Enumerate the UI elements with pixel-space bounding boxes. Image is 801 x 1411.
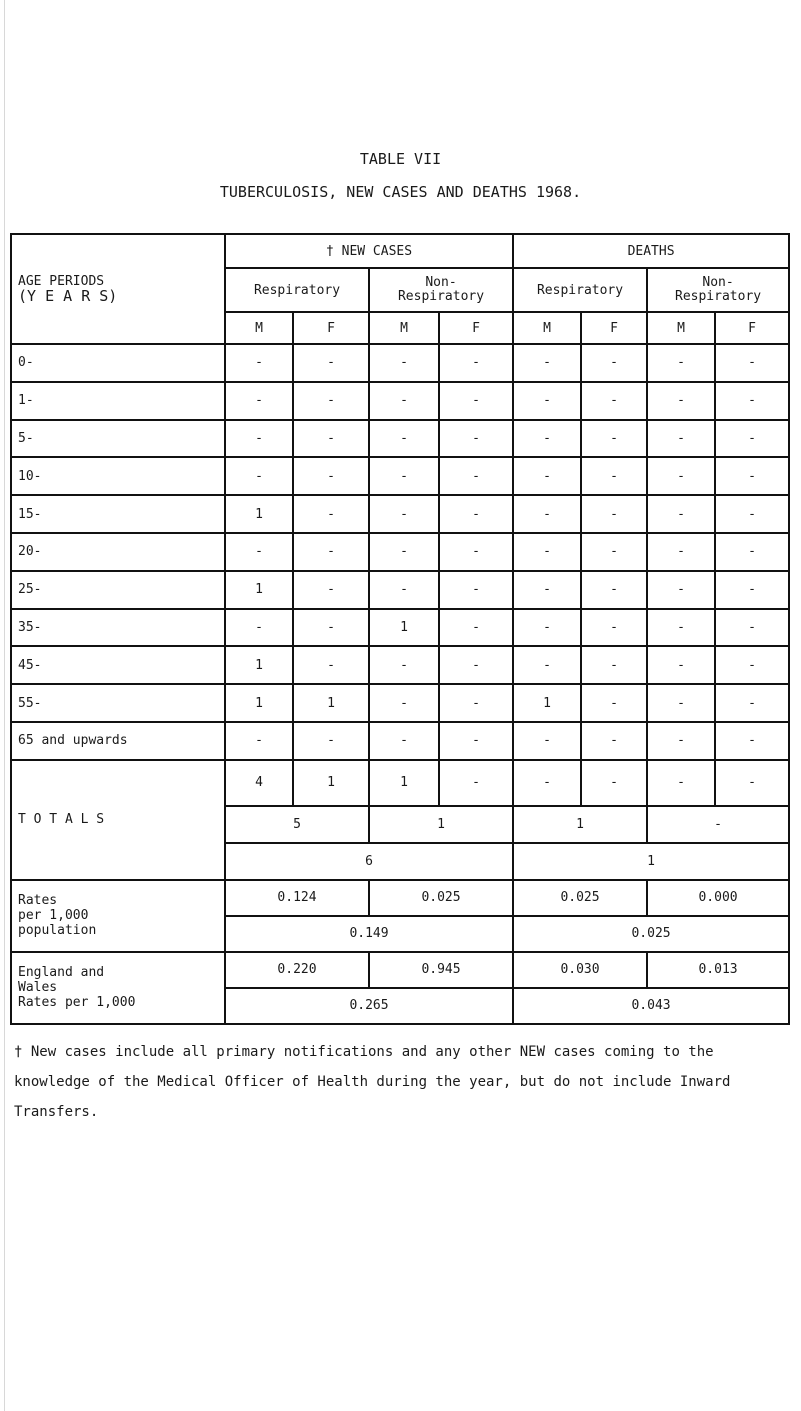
- table-cell: -: [225, 457, 293, 495]
- page-edge-rule: [4, 0, 5, 1411]
- table-cell: -: [513, 344, 581, 382]
- deaths-header: DEATHS: [513, 234, 789, 268]
- age-period-label: 55-: [11, 684, 225, 722]
- table-cell: -: [439, 495, 513, 533]
- table-row: [11, 722, 789, 760]
- table-cell: -: [225, 722, 293, 760]
- table-cell: -: [439, 609, 513, 647]
- age-period-label: 10-: [11, 457, 225, 495]
- table-cell: -: [369, 457, 439, 495]
- table-cell: -: [581, 533, 647, 571]
- table-cell: -: [581, 457, 647, 495]
- table-cell: -: [513, 533, 581, 571]
- rates-overall-cell: 0.025: [513, 916, 789, 952]
- rates-type-cell: 0.000: [647, 880, 789, 916]
- england-wales-label: England and Wales Rates per 1,000: [11, 952, 225, 1024]
- table-cell: -: [293, 382, 369, 420]
- table-cell: -: [715, 646, 789, 684]
- table-cell: -: [439, 533, 513, 571]
- rates-type-cell: 0.124: [225, 880, 369, 916]
- england-wales-type-cell: 0.013: [647, 952, 789, 988]
- table-row: [11, 344, 789, 382]
- table-cell: -: [715, 457, 789, 495]
- table-cell: 1: [225, 495, 293, 533]
- totals-sex-cell: -: [647, 760, 715, 806]
- table-cell: -: [513, 382, 581, 420]
- table-cell: -: [647, 457, 715, 495]
- table-cell: -: [513, 609, 581, 647]
- age-period-label: 45-: [11, 646, 225, 684]
- new-cases-respiratory-header: Respiratory: [225, 268, 369, 312]
- sex-header-1: F: [293, 312, 369, 344]
- new-cases-header: † NEW CASES: [225, 234, 513, 268]
- table-cell: -: [293, 646, 369, 684]
- sex-header-4: M: [513, 312, 581, 344]
- age-period-label: 1-: [11, 382, 225, 420]
- table-number: TABLE VII: [359, 150, 442, 168]
- table-cell: -: [369, 382, 439, 420]
- age-period-label: 5-: [11, 420, 225, 458]
- table-cell: -: [581, 609, 647, 647]
- table-cell: -: [581, 382, 647, 420]
- table-cell: -: [647, 609, 715, 647]
- england-wales-type-cell: 0.945: [369, 952, 513, 988]
- table-cell: -: [647, 684, 715, 722]
- table-cell: -: [513, 646, 581, 684]
- table-cell: -: [581, 571, 647, 609]
- table-cell: -: [715, 382, 789, 420]
- deaths-respiratory-header: Respiratory: [513, 268, 647, 312]
- table-cell: -: [439, 344, 513, 382]
- table-cell: -: [715, 344, 789, 382]
- table-cell: -: [439, 420, 513, 458]
- table-cell: -: [513, 571, 581, 609]
- table-cell: -: [225, 344, 293, 382]
- england-wales-type-cell: 0.220: [225, 952, 369, 988]
- footnote-text: † New cases include all primary notifications and any other NEW cases coming to the knowledge of the Medical Officer of Health during the year, but do not include Inward Transfers.: [14, 1044, 731, 1120]
- table-cell: -: [369, 344, 439, 382]
- table-row: [11, 495, 789, 533]
- table-row: [11, 533, 789, 571]
- totals-sex-cell: -: [513, 760, 581, 806]
- rates-type-cell: 0.025: [513, 880, 647, 916]
- table-cell: -: [369, 722, 439, 760]
- age-period-label: 0-: [11, 344, 225, 382]
- table-cell: -: [715, 533, 789, 571]
- table-cell: 1: [225, 684, 293, 722]
- table-cell: -: [647, 533, 715, 571]
- table-cell: -: [715, 420, 789, 458]
- table-cell: -: [293, 533, 369, 571]
- table-cell: -: [225, 609, 293, 647]
- table-cell: -: [369, 571, 439, 609]
- table-cell: -: [581, 495, 647, 533]
- table-cell: -: [369, 533, 439, 571]
- totals-sex-cell: 4: [225, 760, 293, 806]
- totals-sex-cell: -: [715, 760, 789, 806]
- table-cell: -: [293, 420, 369, 458]
- deaths-non-respiratory-header: Non- Respiratory: [647, 268, 789, 312]
- table-cell: -: [581, 684, 647, 722]
- sex-header-0: M: [225, 312, 293, 344]
- table-cell: -: [369, 646, 439, 684]
- table-cell: -: [715, 571, 789, 609]
- table-cell: -: [293, 571, 369, 609]
- table-cell: 1: [369, 609, 439, 647]
- table-cell: -: [293, 609, 369, 647]
- table-cell: -: [293, 495, 369, 533]
- table-cell: -: [439, 571, 513, 609]
- table-cell: -: [369, 420, 439, 458]
- table-cell: -: [647, 722, 715, 760]
- table-cell: -: [647, 571, 715, 609]
- totals-overall-cell: 6: [225, 843, 513, 880]
- table-cell: -: [293, 457, 369, 495]
- table-cell: -: [715, 609, 789, 647]
- sex-header-7: F: [715, 312, 789, 344]
- sex-header-5: F: [581, 312, 647, 344]
- totals-type-cell: 5: [225, 806, 369, 843]
- age-period-label: 20-: [11, 533, 225, 571]
- table-cell: -: [293, 344, 369, 382]
- totals-type-cell: 1: [369, 806, 513, 843]
- table-cell: -: [513, 495, 581, 533]
- table-cell: -: [715, 722, 789, 760]
- totals-sex-cell: 1: [369, 760, 439, 806]
- table-row: [11, 609, 789, 647]
- totals-label: T O T A L S: [11, 760, 225, 880]
- rates-type-cell: 0.025: [369, 880, 513, 916]
- table-cell: -: [513, 722, 581, 760]
- table-row: [11, 420, 789, 458]
- table-cell: -: [225, 533, 293, 571]
- table-cell: -: [439, 382, 513, 420]
- age-periods-label: AGE PERIODS: [18, 273, 105, 289]
- table-cell: -: [581, 344, 647, 382]
- table-title: TUBERCULOSIS, NEW CASES AND DEATHS 1968.: [219, 183, 582, 201]
- table-row: [11, 684, 789, 722]
- table-cell: -: [225, 382, 293, 420]
- table-cell: -: [439, 457, 513, 495]
- table-cell: -: [513, 420, 581, 458]
- table-cell: -: [513, 457, 581, 495]
- table-cell: -: [715, 495, 789, 533]
- table-row: [11, 457, 789, 495]
- sex-header-6: M: [647, 312, 715, 344]
- table-cell: 1: [225, 571, 293, 609]
- table-cell: -: [647, 495, 715, 533]
- table-cell: -: [647, 646, 715, 684]
- table-cell: -: [581, 722, 647, 760]
- table-cell: -: [647, 382, 715, 420]
- table-cell: 1: [293, 684, 369, 722]
- england-wales-overall-cell: 0.043: [513, 988, 789, 1024]
- england-wales-overall-cell: 0.265: [225, 988, 513, 1024]
- table-cell: -: [581, 646, 647, 684]
- age-period-label: 25-: [11, 571, 225, 609]
- table-row: [11, 382, 789, 420]
- totals-overall-cell: 1: [513, 843, 789, 880]
- table-cell: -: [581, 420, 647, 458]
- age-period-label: 15-: [11, 495, 225, 533]
- sex-header-2: M: [369, 312, 439, 344]
- totals-sex-cell: 1: [293, 760, 369, 806]
- rates-overall-cell: 0.149: [225, 916, 513, 952]
- tuberculosis-table: [10, 233, 790, 1025]
- totals-sex-cell: -: [439, 760, 513, 806]
- table-cell: 1: [225, 646, 293, 684]
- table-cell: -: [225, 420, 293, 458]
- table-cell: -: [647, 344, 715, 382]
- totals-type-cell: -: [647, 806, 789, 843]
- table-cell: -: [369, 495, 439, 533]
- age-period-label: 35-: [11, 609, 225, 647]
- table-cell: -: [715, 684, 789, 722]
- totals-sex-cell: -: [581, 760, 647, 806]
- table-cell: -: [369, 684, 439, 722]
- age-period-label: 65 and upwards: [11, 722, 225, 760]
- table-cell: 1: [513, 684, 581, 722]
- table-row: [11, 646, 789, 684]
- table-cell: -: [439, 722, 513, 760]
- age-periods-header: [11, 234, 225, 344]
- table-cell: -: [439, 684, 513, 722]
- england-wales-type-cell: 0.030: [513, 952, 647, 988]
- sex-header-3: F: [439, 312, 513, 344]
- table-row: [11, 571, 789, 609]
- table-cell: -: [293, 722, 369, 760]
- rates-label: Rates per 1,000 population: [11, 880, 225, 952]
- table-cell: -: [439, 646, 513, 684]
- table-cell: -: [647, 420, 715, 458]
- years-label: (Y E A R S): [18, 286, 118, 305]
- totals-type-cell: 1: [513, 806, 647, 843]
- new-cases-non-respiratory-header: Non- Respiratory: [369, 268, 513, 312]
